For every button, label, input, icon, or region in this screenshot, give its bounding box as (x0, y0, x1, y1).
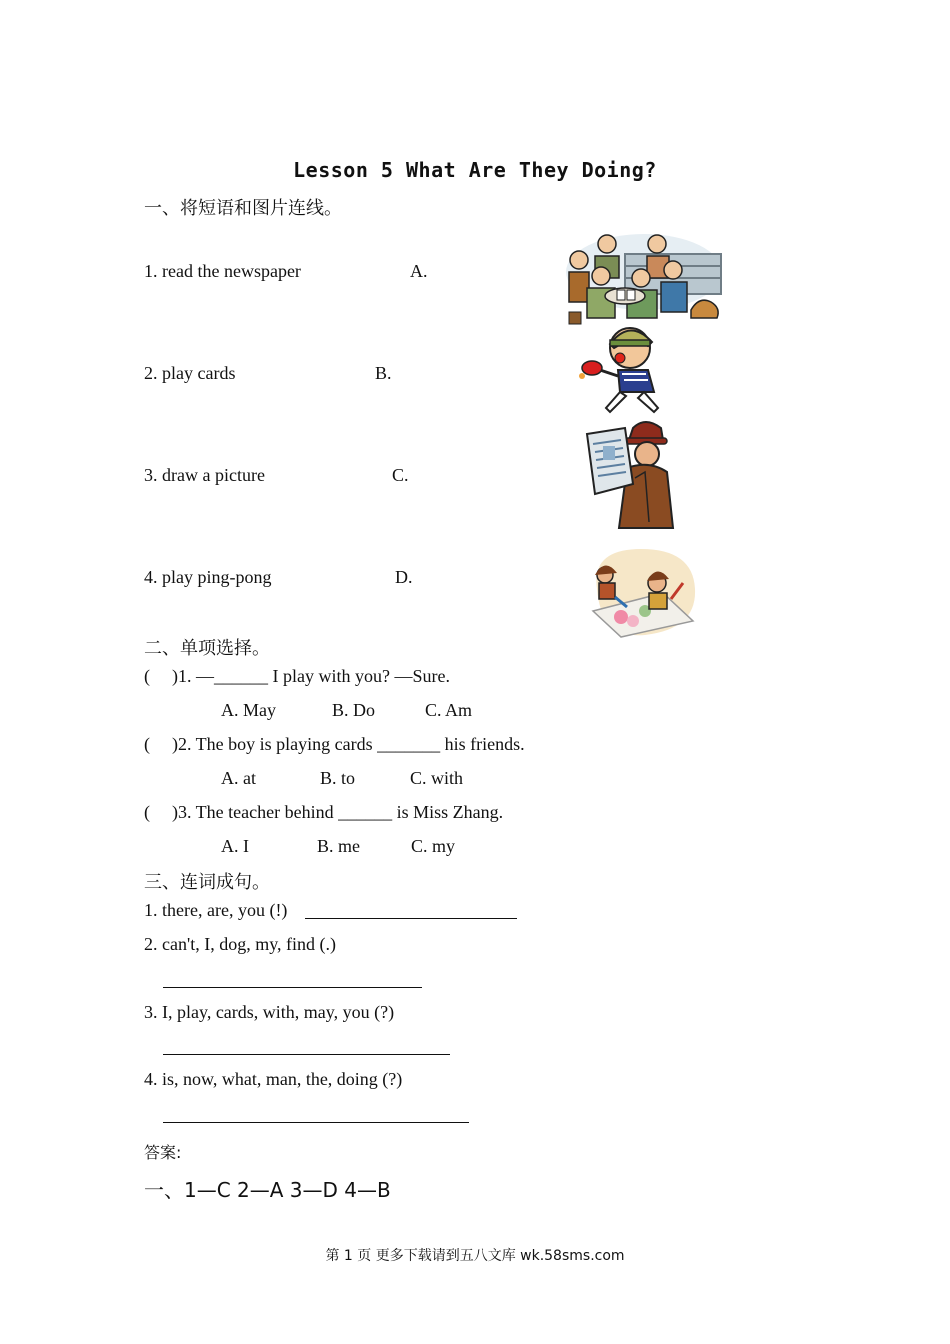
question-1-option-a: A. May (221, 700, 276, 720)
question-2-stem: )2. The boy is playing cards _______ his friends. (172, 734, 525, 754)
answers-label: 答案: (144, 1143, 182, 1162)
page-title: Lesson 5 What Are They Doing? (293, 158, 657, 182)
question-3-option-a: A. I (221, 836, 249, 856)
man-reading-newspaper-picture (583, 418, 675, 530)
answer-line-4[interactable] (163, 1121, 469, 1123)
match-letter-b: B. (375, 363, 392, 383)
match-letter-c: C. (392, 465, 409, 485)
match-letter-a: A. (410, 261, 428, 281)
question-3-stem: )3. The teacher behind ______ is Miss Zhang. (172, 802, 504, 822)
match-phrase-3: 3. draw a picture (144, 465, 265, 485)
match-phrase-4: 4. play ping-pong (144, 567, 272, 587)
people-playing-cards-picture (565, 232, 723, 326)
question-1-option-b: B. Do (332, 700, 376, 720)
match-phrase-2: 2. play cards (144, 363, 236, 383)
question-2-option-a: A. at (221, 768, 256, 788)
boy-playing-ping-pong-picture (578, 324, 676, 418)
question-1-option-c: C. Am (425, 700, 473, 720)
question-3-paren: ( (144, 802, 150, 822)
answer-line-2[interactable] (163, 986, 422, 988)
sentence-item-2: 2. can't, I, dog, my, find (.) (144, 934, 337, 954)
match-phrase-1: 1. read the newspaper (144, 261, 301, 281)
answers-section1: 一、1—C 2—A 3—D 4—B (144, 1178, 391, 1202)
sentence-item-4: 4. is, now, what, man, the, doing (?) (144, 1069, 403, 1089)
question-3-option-c: C. my (411, 836, 456, 856)
question-1-paren: ( (144, 666, 150, 686)
section3-heading: 三、连词成句。 (144, 872, 270, 893)
sentence-item-1: 1. there, are, you (!) (144, 900, 288, 920)
section1-heading: 一、将短语和图片连线。 (144, 198, 342, 219)
question-2-option-c: C. with (410, 768, 464, 788)
question-2-paren: ( (144, 734, 150, 754)
question-3-option-b: B. me (317, 836, 360, 856)
section2-heading: 二、单项选择。 (144, 638, 270, 659)
sentence-item-3: 3. I, play, cards, with, may, you (?) (144, 1002, 395, 1022)
question-2-option-b: B. to (320, 768, 356, 788)
question-1-stem: )1. —______ I play with you? —Sure. (172, 666, 450, 686)
page-footer: 第 1 页 更多下载请到五八文库 wk.58sms.com (325, 1248, 625, 1264)
children-drawing-picture (587, 545, 699, 641)
match-letter-d: D. (395, 567, 413, 587)
answer-line-1[interactable] (305, 917, 517, 919)
answer-line-3[interactable] (163, 1053, 450, 1055)
